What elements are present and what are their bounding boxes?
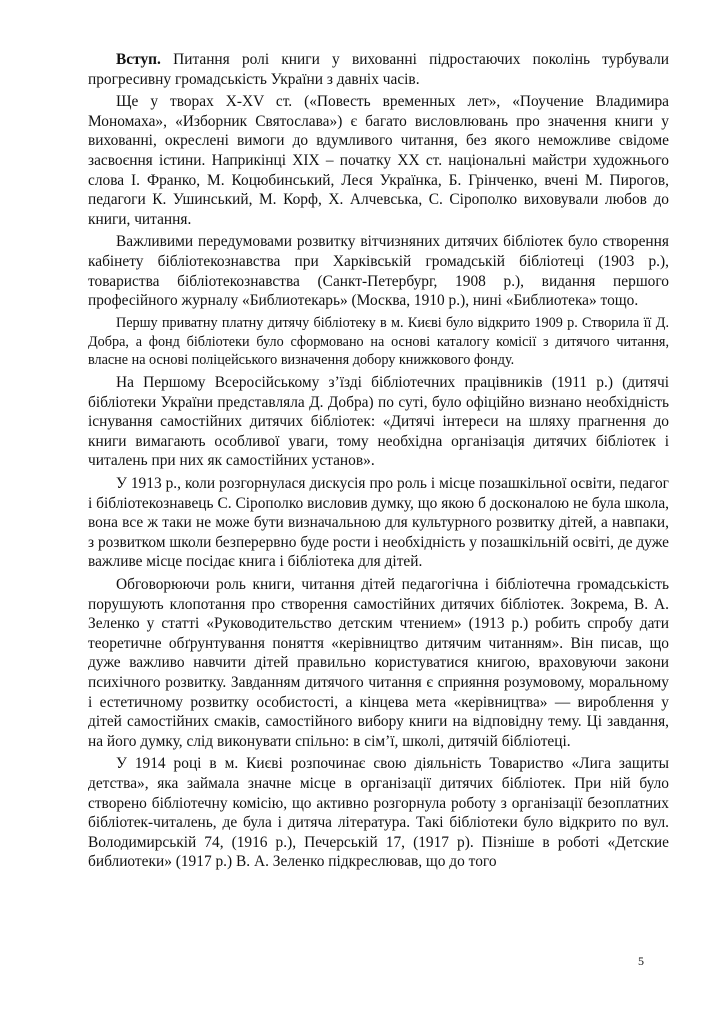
paragraph-text: У 1913 р., коли розгорнулася дискусія про роль і місце позашкільної освіти, педагог і бібліотекознавець С. Сірополко висловив думку, що якою б досконалою не була школа, вона все ж таки не може бути визначальною для культурного розвитку дітей, а навпаки, з розвитком школи безперервно буде рости і необхідність у позашкільній освіті, де дуже важливе місце посідає книга і бібліотека для дітей. [88,475,669,571]
body-text [88,50,669,875]
paragraph [88,474,669,572]
paragraph-text: У 1914 році в м. Києві розпочинає свою діяльність Товариство «Лига защиты детства», яка займала значне місце в організації дитячих бібліотек. При ній було створено бібліотечну комісію, що активно розгорнула роботу з організації безоплатних бібліотек-читалень, де була і дитяча література. Такі бібліотеки було відкрито по вул. Володимирській 74, (1916 р.), Печерській 17, (1917 р). Пізніше в роботі «Детские библиотеки» (1917 р.) В. А. Зеленко підкреслював, що до того [88,755,669,871]
paragraph-text: Ще у творах X-XV ст. («Повесть временных лет», «Поучение Владимира Мономаха», «Изборник Святослава») є багато висловлювань про значення книги у вихованні, окреслені вимоги до вдумливого читання, без якого неможливе свідоме засвоєння істини. Наприкінці XIX – початку XX ст. національні майстри художнього слова І. Франко, М. Коцюбинський, Леся Українка, Б. Грінченко, вчені М. Пирогов, педагоги К. Ушинський, М. Корф, Х. Алчевська, С. Сірополко виховували любов до книги, читання. [88,93,669,228]
paragraph [88,373,669,471]
section-lead: Вступ. [116,51,161,68]
paragraph [88,754,669,872]
page-number: 5 [638,954,644,968]
paragraph [88,314,669,370]
paragraph [88,50,669,89]
paragraph-text: Питання ролі книги у вихованні підростаючих поколінь турбували прогресивну громадськість України з давніх часів. [88,51,669,88]
paragraph-text: Важливими передумовами розвитку вітчизняних дитячих бібліотек було створення кабінету бібліотекознавства при Харківській громадській бібліотеці (1903 р.), товариства бібліотекознавства (Санкт-Петербург, 1908 р.), видання першого професійного журналу «Библиотекарь» (Москва, 1910 р.), нині «Библиотека» тощо. [88,233,669,310]
paragraph [88,575,669,751]
paragraph [88,232,669,310]
paragraph-text: Обговорюючи роль книги, читання дітей педагогічна і бібліотечна громадськість порушують клопотання про створення самостійних дитячих бібліотек. Зокрема, В. А. Зеленко у статті «Руководительство детским чтением» (1913 р.) робить спробу дати теоретичне обґрунтування поняття «керівництво дитячим читанням». Він писав, що дуже важливо навчити дітей правильно користуватися книгою, враховуючи закони психічного розвитку. Завданням дитячого читання є сприяння розумовому, моральному і естетичному розвитку особистості, а кінцева мета «керівництва» — вироблення у дітей самостійних смаків, самостійного вибору книги на відповідну тему. Ці завдання, на його думку, слід виконувати спільно: в сім’ї, школі, дитячій бібліотеці. [88,576,669,750]
paragraph-text: Першу приватну платну дитячу бібліотеку в м. Києві було відкрито 1909 р. Створила її Д. Добра, а фонд бібліотеки було сформовано на основі каталогу комісії з дитячого читання, власне на основі поліцейського визначення добору книжкового фонду. [88,314,669,369]
paragraph-text: На Першому Всеросійському з’їзді бібліотечних працівників (1911 р.) (дитячі бібліотеки України представляла Д. Добра) по суті, було офіційно визнано необхідність існування самостійних дитячих бібліотек: «Дитячі інтереси на шляху прагнення до книги вимагають особливої уваги, тому необхідна організація дитячих бібліотек і читалень при них як самостійних установ». [88,374,669,470]
paragraph [88,92,669,229]
